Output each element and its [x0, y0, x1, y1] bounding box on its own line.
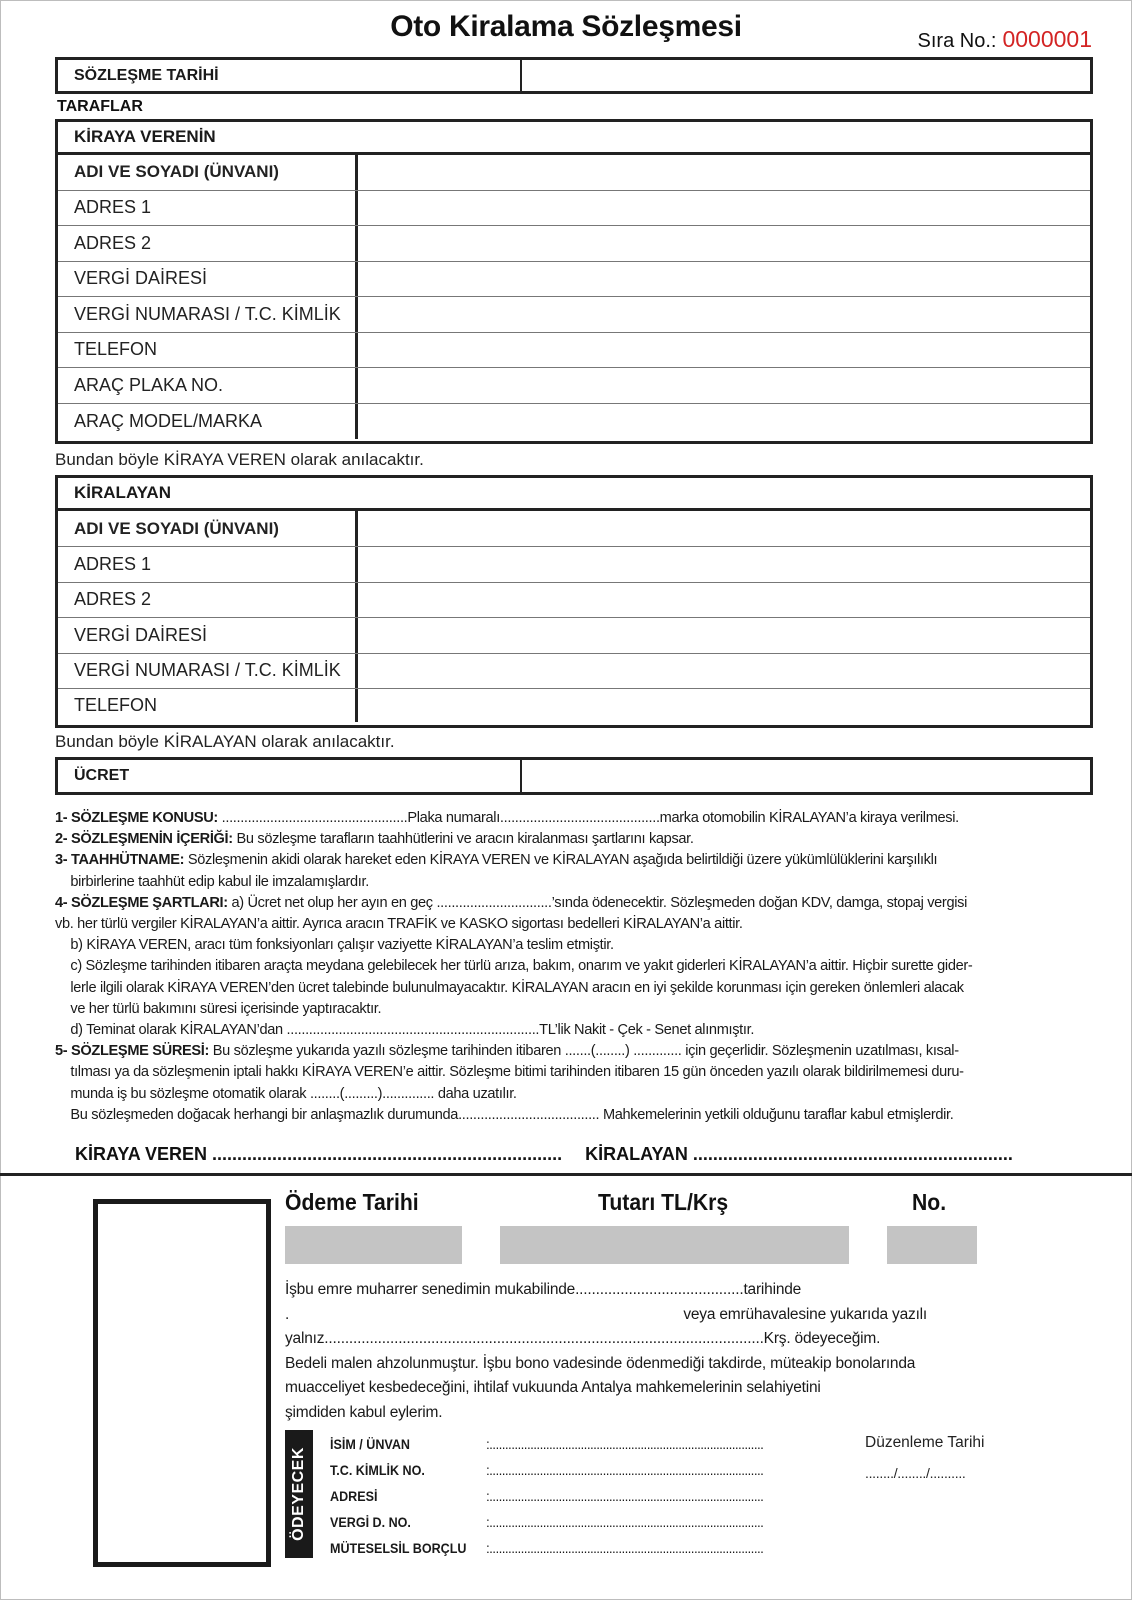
contract-clauses: [55, 807, 1097, 1125]
payer-tax-field[interactable]: :.......................................................................................: [486, 1515, 764, 1530]
lessee-tax-office-label: VERGİ DAİRESİ: [58, 618, 358, 653]
clause-4-title: 4- SÖZLEŞME ŞARTLARI:: [55, 893, 228, 911]
lessor-heading: KİRAYA VERENİN: [58, 122, 1090, 155]
lessor-address1-label: ADRES 1: [58, 191, 358, 226]
lessee-tax-id-label: VERGİ NUMARASI / T.C. KİMLİK: [58, 654, 358, 689]
lessee-tax-office-field[interactable]: [358, 618, 1090, 653]
lessor-tax-id-label: VERGİ NUMARASI / T.C. KİMLİK: [58, 297, 358, 332]
fee-label: ÜCRET: [58, 760, 522, 792]
table-row: [58, 155, 1090, 191]
payment-date-field[interactable]: [285, 1226, 462, 1264]
clause-5: 5- SÖZLEŞME SÜRESİ: Bu sözleşme yukarıda yazılı sözleşme tarihinden itibaren .......(........) ............. için geçerlidir. Sözleşmenin uzatılması, kısal-: [55, 1042, 959, 1060]
serial-number: 0000001: [1002, 26, 1092, 52]
fee-box: [55, 757, 1093, 795]
table-row: [58, 404, 1090, 440]
lessee-signature[interactable]: KİRALAYAN ................................................................: [585, 1144, 1013, 1164]
lessor-address2-label: ADRES 2: [58, 226, 358, 261]
clause-3: 3- TAAHHÜTNAME: Sözleşmenin akidi olarak hareket eden KİRAYA VEREN ve KİRALAYAN aşağıda belirtildiği üzere yükümlülüklerini karşılıklı: [55, 851, 938, 869]
payer-label: ÖDEYECEK: [290, 1447, 307, 1541]
amount-header: Tutarı TL/Krş: [598, 1189, 729, 1215]
guarantor-label: MÜTESELSİL BORÇLU: [330, 1541, 467, 1556]
clause-2-title: 2- SÖZLEŞMENİN İÇERİĞİ:: [55, 830, 233, 848]
payer-row: [330, 1536, 763, 1562]
note-line-4: Bedeli malen ahzolunmuştur. İşbu bono vadesinde ödenmediği takdirde, müteakip bonolarında: [285, 1354, 916, 1372]
serial-label: Sıra No.:: [917, 30, 997, 52]
clause-4a-cont: vb. her türlü vergiler KİRALAYAN’a aittir. Ayrıca aracın TRAFİK ve KASKO sigortası bedelleri KİRALAYAN’a aittir.: [55, 915, 743, 933]
note-line-6: şimdiden kabul eylerim.: [285, 1403, 443, 1421]
contract-date-box: [55, 57, 1093, 94]
note-line-5: muacceliyet kesbedeceğini, ihtilaf vukuunda Antalya mahkemelerinin selahiyetini: [285, 1379, 821, 1396]
clause-5-title: 5- SÖZLEŞME SÜRESİ:: [55, 1042, 210, 1060]
table-row: [58, 654, 1090, 690]
clause-4c-cont: lerle ilgili olarak KİRAYA VEREN’den ücret talebinde bulunulmayacaktır. KİRALAYAN aracın en iyi şekilde korunması için gereken önlemleri alacak: [70, 978, 964, 996]
table-row: [58, 618, 1090, 654]
lessor-name-field[interactable]: [358, 155, 1090, 190]
lessee-address1-field[interactable]: [358, 547, 1090, 582]
lessee-address2-field[interactable]: [358, 583, 1090, 618]
payer-id-field[interactable]: :.......................................................................................: [486, 1463, 764, 1478]
serial-number-block: [918, 26, 1092, 53]
note-line-3: yalnız...........................................................................................................Krş. ödeyeceğim.: [285, 1330, 881, 1347]
clause-1-title: 1- SÖZLEŞME KONUSU:: [55, 809, 218, 826]
clause-3-cont: birbirlerine taahhüt edip kabul ile imzalamışlardır.: [70, 872, 369, 890]
table-row: [58, 226, 1090, 262]
vehicle-plate-label: ARAÇ PLAKA NO.: [58, 368, 358, 403]
amount-field[interactable]: [500, 1226, 849, 1264]
clause-4c: c) Sözleşme tarihinden itibaren araçta meydana gelebilecek her türlü arıza, bakım, onarım ve yakıt giderleri KİRALAYAN’a aittir. Hiçbir surette gider-: [70, 957, 973, 975]
payer-row: [330, 1458, 763, 1484]
lessee-heading: KİRALAYAN: [58, 478, 1090, 511]
lessor-table: [55, 119, 1093, 444]
lessor-address1-field[interactable]: [358, 191, 1090, 226]
signature-line: [75, 1144, 1013, 1165]
note-line-2: . veya emrühavalesine yukarıda yazılı: [285, 1305, 928, 1323]
payer-fields: [330, 1432, 763, 1562]
number-field[interactable]: [887, 1226, 977, 1264]
vehicle-plate-field[interactable]: [358, 368, 1090, 403]
clause-1: 1- SÖZLEŞME KONUSU: ..................................................Plaka numaralı...........................................marka otomobilin KİRALAYAN’a kiraya verilmesi.: [55, 809, 959, 826]
stamp-box: [93, 1199, 271, 1567]
number-header: No.: [912, 1189, 947, 1215]
table-row: [58, 368, 1090, 404]
vehicle-model-field[interactable]: [358, 404, 1090, 440]
payer-name-label: İSİM / ÜNVAN: [330, 1437, 410, 1452]
payer-row: [330, 1432, 763, 1458]
payer-name-field[interactable]: :.......................................................................................: [486, 1437, 764, 1452]
issue-date-label: Düzenleme Tarihi: [865, 1434, 985, 1451]
lessor-phone-label: TELEFON: [58, 333, 358, 368]
table-row: [58, 547, 1090, 583]
table-row: [58, 583, 1090, 619]
table-row: [58, 191, 1090, 227]
payer-tax-label: VERGİ D. NO.: [330, 1515, 411, 1530]
vehicle-model-label: ARAÇ MODEL/MARKA: [58, 404, 358, 440]
note-line-1: İşbu emre muharrer senedimin mukabilinde.........................................tarihinde: [285, 1281, 802, 1298]
clause-2: 2- SÖZLEŞMENİN İÇERİĞİ: Bu sözleşme tarafların taahhütlerini ve aracın kiralanması şartlarını kapsar.: [55, 830, 694, 848]
section-divider: [0, 1173, 1132, 1176]
lessee-tax-id-field[interactable]: [358, 654, 1090, 689]
fee-field[interactable]: [522, 760, 1090, 792]
issue-date-field[interactable]: ......../......../..........: [865, 1465, 966, 1481]
lessor-tax-office-field[interactable]: [358, 262, 1090, 297]
lessee-phone-label: TELEFON: [58, 689, 358, 722]
guarantor-field[interactable]: :.......................................................................................: [486, 1541, 764, 1556]
payment-date-header: Ödeme Tarihi: [285, 1189, 419, 1215]
contract-date-field[interactable]: [522, 60, 1090, 91]
payer-id-label: T.C. KİMLİK NO.: [330, 1463, 425, 1478]
payer-address-field[interactable]: :.......................................................................................: [486, 1489, 764, 1504]
lessee-table: [55, 475, 1093, 728]
table-row: [58, 262, 1090, 298]
table-row: [58, 297, 1090, 333]
table-row: [58, 333, 1090, 369]
lessor-phone-field[interactable]: [358, 333, 1090, 368]
clause-4d: d) Teminat olarak KİRALAYAN’dan ....................................................................TL’lik Nakit - Çek - Senet alınmıştır.: [70, 1021, 755, 1039]
clause-5-cont3: Bu sözleşmeden doğacak herhangi bir anlaşmazlık durumunda...................................... Mahkemelerinin yetkili olduğunu taraflar kabul etmişlerdir.: [70, 1105, 954, 1123]
clause-4b: b) KİRAYA VEREN, aracı tüm fonksiyonları çalışır vaziyette KİRALAYAN’a teslim etmiştir.: [70, 936, 614, 954]
lessee-note: Bundan böyle KİRALAYAN olarak anılacaktır.: [55, 732, 395, 751]
clause-5-cont2: munda iş bu sözleşme otomatik olarak ........(.........).............. daha uzatılır.: [70, 1084, 517, 1102]
payer-row: [330, 1510, 763, 1536]
parties-label: TARAFLAR: [57, 98, 143, 115]
payer-row: [330, 1484, 763, 1510]
promissory-note-text: [285, 1278, 995, 1425]
lessee-phone-field[interactable]: [358, 689, 1090, 722]
contract-date-label: SÖZLEŞME TARİHİ: [58, 60, 522, 91]
clause-3-title: 3- TAAHHÜTNAME:: [55, 851, 185, 869]
lessee-address2-label: ADRES 2: [58, 583, 358, 618]
table-row: [58, 689, 1090, 722]
lessor-tax-id-field[interactable]: [358, 297, 1090, 332]
lessee-name-label: ADI VE SOYADI (ÜNVANI): [58, 511, 358, 546]
lessee-name-field[interactable]: [358, 511, 1090, 546]
payer-address-label: ADRESİ: [330, 1489, 378, 1504]
payer-label-bar: [285, 1430, 313, 1558]
lessor-signature[interactable]: KİRAYA VEREN ......................................................................: [75, 1144, 563, 1164]
clause-4c-cont2: ve her türlü bakımını süresi içerisinde yaptıracaktır.: [70, 999, 382, 1017]
lessor-address2-field[interactable]: [358, 226, 1090, 261]
clause-4: 4- SÖZLEŞME ŞARTLARI: a) Ücret net olup her ayın en geç ...............................’sında ödenecektir. Sözleşmeden doğan KDV, damga, stopaj vergisi: [55, 893, 967, 911]
table-row: [58, 511, 1090, 547]
lessee-address1-label: ADRES 1: [58, 547, 358, 582]
lessor-note: Bundan böyle KİRAYA VEREN olarak anılacaktır.: [55, 450, 424, 469]
lessor-tax-office-label: VERGİ DAİRESİ: [58, 262, 358, 297]
clause-5-cont: tılması ya da sözleşmenin iptali hakkı KİRAYA VEREN’e aittir. Sözleşme bitimi tarihinden itibaren 15 gün önceden yazılı olarak bildirilmemesi duru-: [70, 1063, 964, 1081]
document-title: Oto Kiralama Sözleşmesi: [390, 10, 742, 43]
lessor-name-label: ADI VE SOYADI (ÜNVANI): [58, 155, 358, 190]
